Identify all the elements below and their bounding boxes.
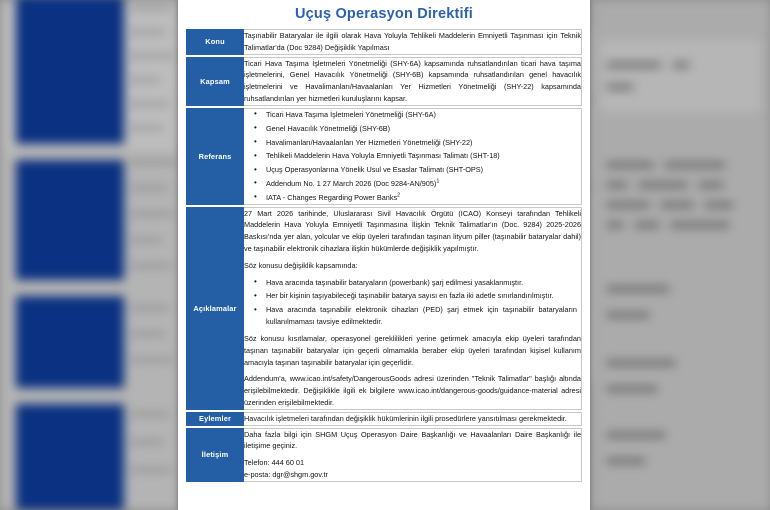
row-value-eylemler xyxy=(244,412,582,426)
aciklamalar-list xyxy=(244,277,581,328)
background-blue-block xyxy=(16,160,124,280)
aciklamalar-paragraph: Addendum'a, www.icao.int/safety/DangerousGoods adresi üzerinden "Teknik Talimatlar" başlığı altında erişilebilmektedir. Değişiklikle ilgili ek bilgilere www.icao.int/dangerous-goods/guidance-material adresi üzerinden erişilebilmektedir. xyxy=(244,374,581,407)
background-text-line xyxy=(130,440,164,444)
referans-item-text: Tehlikeli Maddelerin Hava Yoluyla Emniyetli Taşınması Talimatı (SHT-18) xyxy=(266,151,500,161)
list-item: • Her bir kişinin taşıyabileceği taşınabilir batarya sayısı en fazla iki adetle sınırlandırılmıştır. xyxy=(266,290,577,302)
background-text-line xyxy=(130,160,176,164)
background-text-line xyxy=(130,306,170,310)
list-item xyxy=(266,192,577,204)
background-text-line xyxy=(130,6,172,10)
row-value-referans xyxy=(244,108,582,205)
background-text-line xyxy=(606,202,650,208)
row-label-iletisim: İletişim xyxy=(186,428,244,482)
background-blue-block xyxy=(16,296,124,388)
background-text-line xyxy=(606,360,676,366)
background-text-line xyxy=(606,84,634,90)
konu-paragraph: Taşınabilir Bataryalar ile ilgili olarak Hava Yoluyla Tehlikeli Maddelerin Emniyetli Taşınması için Teknik Talimatlar'da (Doc 9284) Değişiklik Yapılması xyxy=(244,31,581,52)
background-text-line xyxy=(606,182,628,188)
row-label-aciklamalar: Açıklamalar xyxy=(186,207,244,410)
referans-item-text: Ticari Hava Taşıma İşletmeleri Yönetmeliği (SHY-6A) xyxy=(266,109,436,119)
referans-item-text: Addendum No. 1 27 March 2026 (Doc 9284-AN/905) xyxy=(266,178,437,188)
list-item xyxy=(266,178,577,190)
iletisim-paragraph: Daha fazla bilgi için SHGM Uçuş Operasyon Daire Başkanlığı ve Havaalanları Daire Başkanlığı ile iletişime geçiniz. xyxy=(244,429,581,451)
background-text-line xyxy=(638,182,688,188)
footnote-marker: 2 xyxy=(397,192,401,199)
background-text-line xyxy=(130,186,168,190)
directive-table xyxy=(186,27,582,484)
directive-document xyxy=(178,0,590,510)
aciklamalar-paragraph: 27 Mart 2026 tarihinde, Uluslararası Sivil Havacılık Örgütü (ICAO) Konseyi tarafından Tehlikeli Maddelerin Hava Yoluyla Emniyetli Taşınmasına İlişkin Teknik Talimatlar'ın (Doc. 9284) 2025-2026 Baskısı'nda yer alan, yolcular ve ekip üyeleri tarafından taşınan lityum piller (taşınabilir bataryalar dahil) ve taşınabilir elektronik cihazlara ilişkin hükümlerde değişiklik yapılmıştır. xyxy=(244,208,581,253)
phone-line: Telefon: 444 60 01 xyxy=(244,458,305,468)
table-row-referans xyxy=(186,108,582,205)
background-text-line xyxy=(606,62,662,68)
list-item: • Hava aracında taşınabilir bataryaların (powerbank) şarj edilmesi yasaklanmıştır. xyxy=(266,277,577,289)
background-text-line xyxy=(704,202,734,208)
list-item xyxy=(266,164,577,176)
referans-item-text: Havalimanları/Havaalanları Yer Hizmetleri Yönetmeliği (SHY-22) xyxy=(266,137,473,147)
background-text-line xyxy=(660,202,694,208)
row-label-konu: Konu xyxy=(186,29,244,55)
referans-item-text: IATA - Changes Regarding Power Banks xyxy=(266,192,398,202)
table-row-iletisim xyxy=(186,428,582,482)
referans-item-text: Genel Havacılık Yönetmeliği (SHY-6B) xyxy=(266,123,391,133)
background-text-line xyxy=(130,468,172,472)
eylemler-paragraph: Havacılık işletmeleri tarafından değişiklik hükümlerinin ilgili prosedürlere yansıtılması gerekmektedir. xyxy=(244,413,567,423)
background-text-line xyxy=(130,126,164,130)
kapsam-paragraph: Ticari Hava Taşıma İşletmeleri Yönetmeliği (SHY-6A) kapsamında ruhsatlandırılan ticari hava taşıma işletmelerini, Genel Havacılık Yönetmeliği (SHY-6B) kapsamında ruhsatlandırılan genel havacılık işletmelerini ve Havalimanları/Havaalanları Yer Hizmetleri Yönetmeliği (SHY-22) kapsamında ruhsatlandırılan yer hizmetleri kuruluşlarını kapsar. xyxy=(244,58,581,104)
table-row-konu xyxy=(186,29,582,55)
email-line: e-posta: dgr@shgm.gov.tr xyxy=(244,470,328,479)
row-value-kapsam xyxy=(244,57,582,106)
background-text-line xyxy=(606,312,650,318)
referans-list xyxy=(244,109,581,204)
background-blue-block xyxy=(16,0,124,144)
background-text-line xyxy=(130,54,174,58)
background-text-line xyxy=(606,162,654,168)
row-value-aciklamalar xyxy=(244,207,582,410)
table-row-aciklamalar xyxy=(186,207,582,410)
background-divider xyxy=(590,192,592,380)
background-text-line xyxy=(130,358,174,362)
background-text-line xyxy=(606,458,646,464)
background-text-line xyxy=(130,332,166,336)
list-item xyxy=(266,123,577,135)
background-text-line xyxy=(698,182,724,188)
list-item xyxy=(266,137,577,149)
footnote-marker: 1 xyxy=(436,178,440,185)
row-label-kapsam: Kapsam xyxy=(186,57,244,106)
background-blue-block xyxy=(16,404,124,510)
background-text-line xyxy=(130,212,174,216)
background-text-line xyxy=(670,222,730,228)
list-item: • Hava aracında taşınabilir elektronik cihazları (PED) şarj etmek için taşınabilir bataryaların kullanılmaması tavsiye edilmektedir. xyxy=(266,304,577,328)
background-text-line xyxy=(130,78,160,82)
aciklamalar-paragraph: Söz konusu kısıtlamalar, operasyonel gereklilikleri yerine getirmek amacıyla ekip üyeleri tarafından taşınan taşınabilir bataryalar için geçerli olmamakla beraber ekip üyeleri tarafından kişisel kullanım amacıyla taşınan taşınabilir bataryalar için geçerlidir. xyxy=(244,333,581,367)
row-value-iletisim xyxy=(244,428,582,482)
background-right-card xyxy=(600,40,760,112)
background-divider xyxy=(590,104,592,182)
row-label-eylemler: Eylemler xyxy=(186,412,244,426)
background-text-line xyxy=(672,62,690,68)
aciklamalar-intro: Söz konusu değişiklik kapsamında: xyxy=(244,260,358,270)
page-title: Uçuş Operasyon Direktifi xyxy=(294,6,474,22)
background-text-line xyxy=(606,222,624,228)
background-divider xyxy=(590,30,592,94)
background-text-line xyxy=(130,102,170,106)
table-row-eylemler xyxy=(186,412,582,426)
background-text-line xyxy=(664,162,726,168)
background-text-line xyxy=(606,432,666,438)
background-text-line xyxy=(606,386,658,392)
row-value-konu xyxy=(244,29,582,55)
background-text-line xyxy=(634,222,660,228)
row-label-referans: Referans xyxy=(186,108,244,205)
list-item xyxy=(266,150,577,162)
list-item xyxy=(266,109,577,121)
background-text-line xyxy=(606,286,670,292)
referans-item-text: Uçuş Operasyonlarına Yönelik Usul ve Esaslar Talimatı (SHT-OPS) xyxy=(266,165,484,175)
background-text-line xyxy=(130,412,170,416)
table-row-kapsam xyxy=(186,57,582,106)
background-text-line xyxy=(130,30,166,34)
background-text-line xyxy=(130,238,162,242)
background-text-line xyxy=(130,264,172,268)
